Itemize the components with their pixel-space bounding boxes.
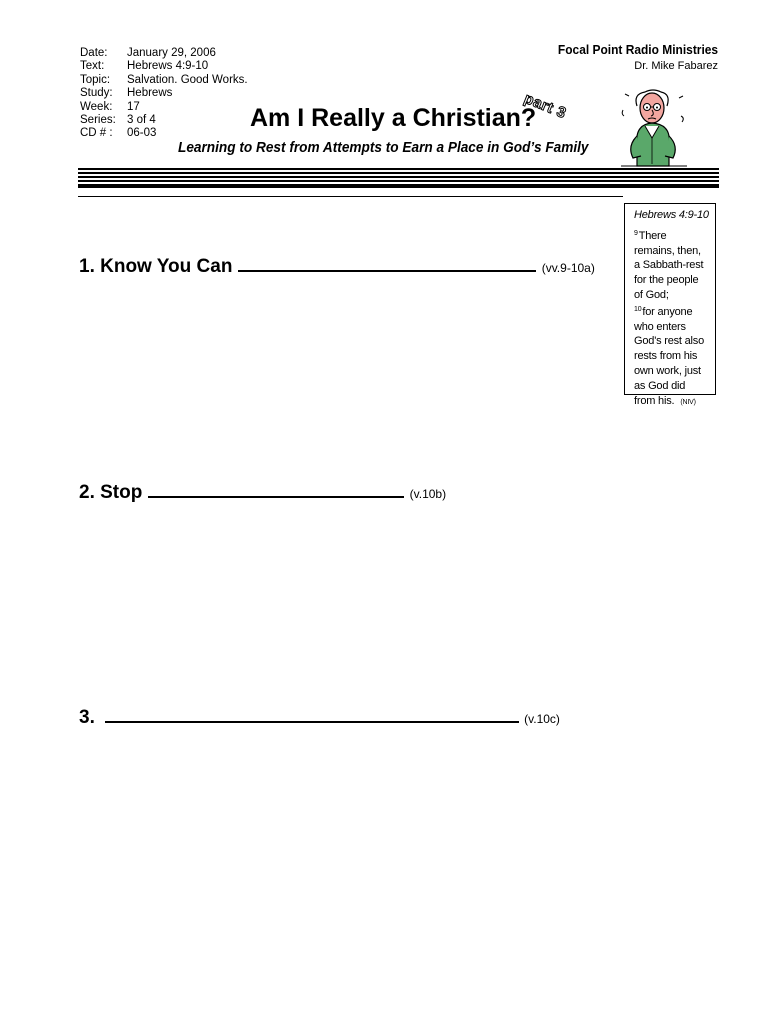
point-2 bbox=[79, 482, 446, 504]
ministry-header bbox=[544, 42, 718, 72]
ministry-name: Focal Point Radio Ministries bbox=[557, 42, 718, 57]
point-2-label: 2. Stop bbox=[79, 482, 143, 503]
header-rule-band bbox=[78, 168, 719, 192]
verse-number-9: 9 bbox=[634, 229, 638, 237]
scripture-sidebar bbox=[624, 203, 716, 407]
meta-row-study: Study: Hebrews bbox=[80, 87, 173, 100]
point-1 bbox=[79, 256, 595, 278]
part-label: part 3 bbox=[521, 90, 569, 123]
page-title: Am I Really a Christian? bbox=[250, 104, 537, 132]
meta-row-cd: CD # : 06-03 bbox=[80, 127, 157, 140]
meta-row-week: Week: 17 bbox=[80, 100, 140, 113]
point-3-ref: (v.10c) bbox=[524, 712, 560, 726]
point-1-label: 1. Know You Can bbox=[79, 256, 233, 277]
pastor-name: Dr. Mike Fabarez bbox=[634, 60, 718, 72]
bible-version: (NIV) bbox=[680, 398, 696, 406]
section-divider bbox=[78, 196, 623, 197]
point-3-blank bbox=[105, 720, 519, 723]
point-2-blank bbox=[148, 495, 404, 498]
meta-row-topic: Topic: Salvation. Good Works. bbox=[80, 73, 248, 86]
verse-9-text: There remains, then, a Sabbath-rest for the people of God; bbox=[634, 229, 704, 301]
sermon-meta bbox=[80, 47, 248, 141]
point-1-ref: (vv.9-10a) bbox=[541, 261, 595, 275]
verse-number-10: 10 bbox=[634, 305, 642, 313]
point-2-ref: (v.10b) bbox=[409, 487, 447, 501]
point-1-blank bbox=[238, 269, 536, 272]
meta-row-text: Text: Hebrews 4:9-10 bbox=[80, 60, 209, 73]
verse-9 bbox=[634, 227, 709, 303]
worried-man-cartoon-icon bbox=[615, 86, 691, 168]
verse-10-text: for anyone who enters God's rest also rests from his own work, just as God did from his. bbox=[634, 305, 705, 407]
page-subtitle: Learning to Rest from Attempts to Earn a Place in God’s Family bbox=[178, 140, 589, 156]
point-3-label: 3. bbox=[79, 707, 95, 728]
meta-row-date: Date: January 29, 2006 bbox=[80, 47, 216, 59]
verse-10 bbox=[634, 303, 709, 411]
meta-row-series: Series: 3 of 4 bbox=[80, 114, 156, 127]
scripture-reference: Hebrews 4:9-10 bbox=[634, 209, 709, 221]
point-3 bbox=[79, 707, 560, 729]
